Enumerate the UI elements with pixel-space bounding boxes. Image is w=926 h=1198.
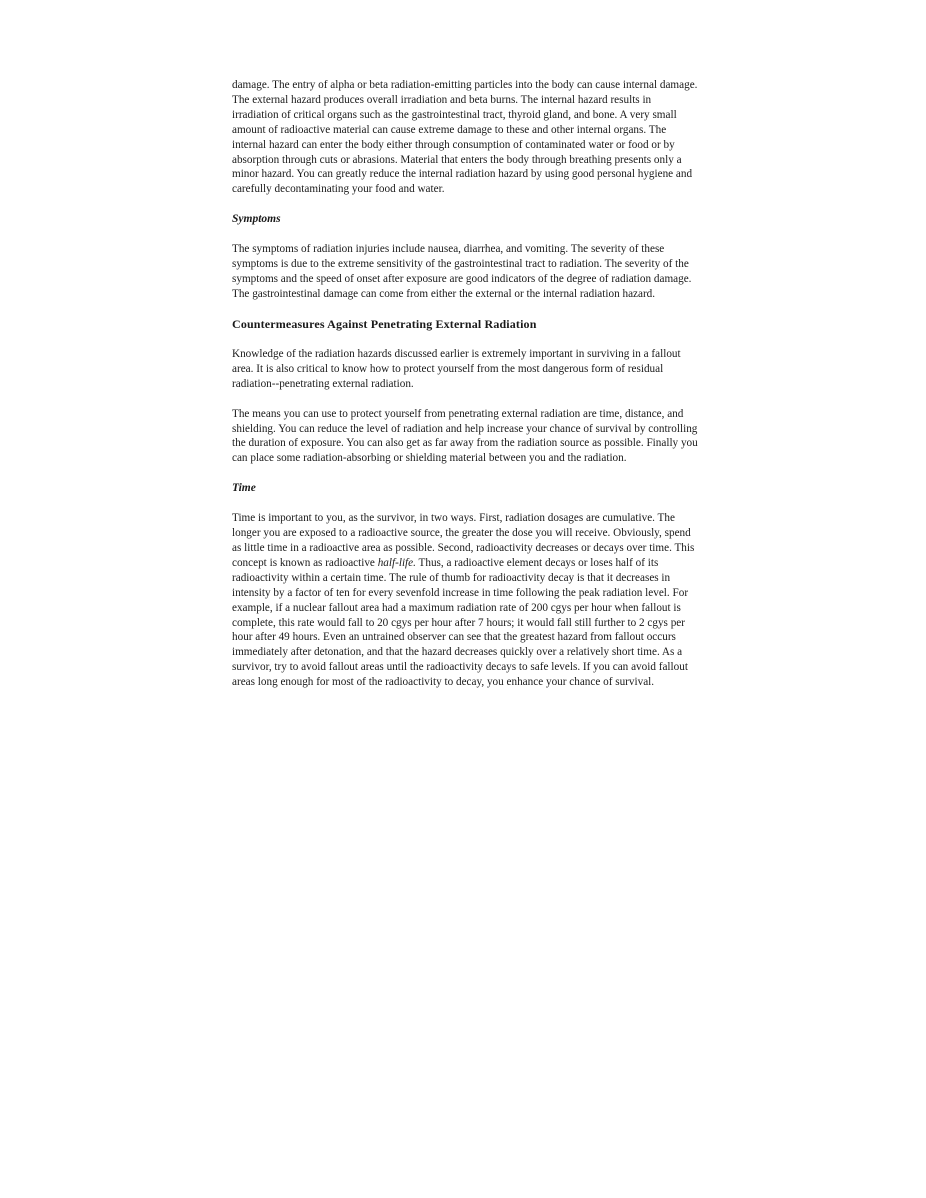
paragraph-symptoms: The symptoms of radiation injuries include nausea, diarrhea, and vomiting. The severity of these symptoms is due to the extreme sensitivity of the gastrointestinal tract to radiation. The severity of the symptoms and the speed of onset after exposure are good indicators of the degree of radiation damage. The gastrointestinal damage can come from either the external or the internal radiation hazard. (232, 243, 692, 300)
spacer (232, 332, 698, 347)
time-heading: Time (232, 482, 256, 495)
paragraph-time-part-2: Thus, a radioactive element decays or loses half of its radioactivity within a certain time. The rule of thumb for radioactivity decay is that it decreases in intensity by a factor of ten for every sevenfold increase in time following the peak radiation level. For example, if a nuclear fallout area had a maximum radiation rate of 200 cgys per hour when fallout is complete, this rate would fall to 20 cgys per hour after 7 hours; it would fall still further to 2 cgys per hour after 49 hours. Even an untrained observer can see that the greatest hazard from fallout occurs immediately after detonation, and that the hazard decreases quickly over a relatively short time. As a survivor, try to avoid fallout areas until the radioactivity decays to safe levels. If you can avoid fallout areas long enough for most of the radioactivity to decay, you enhance your chance of survival. (232, 556, 689, 689)
spacer (232, 466, 698, 481)
spacer (232, 496, 698, 511)
paragraph-time-part-1: Time is important to you, as the survivor, in two ways. First, radiation dosages are cumulative. The longer you are exposed to a radioactive source, the greater the dose you will receive. Obviously, spend as little time in a radioactive area as possible. Second, radioactivity decreases or decays over time. This concept is known as radioactive (232, 512, 695, 569)
paragraph-knowledge: Knowledge of the radiation hazards discussed earlier is extremely important in surviving in a fallout area. It is also critical to know how to protect yourself from the most dangerous form of residual radiation--penetrating external radiation. (232, 347, 681, 390)
spacer (232, 392, 698, 407)
symptoms-heading: Symptoms (232, 213, 281, 226)
half-life-term: half-life. (377, 556, 416, 569)
spacer (232, 302, 698, 317)
spacer (232, 197, 698, 212)
spacer (232, 227, 698, 242)
countermeasures-heading: Countermeasures Against Penetrating External Radiation (232, 316, 537, 331)
paragraph-time (232, 511, 698, 690)
paragraph-means: The means you can use to protect yourself from penetrating external radiation are time, distance, and shielding. You can reduce the level of radiation and help increase your chance of survival by controlling the duration of exposure. You can also get as far away from the radiation source as possible. Finally you can place some radiation-absorbing or shielding material between you and the radiation. (232, 407, 698, 465)
page-content (232, 78, 698, 690)
paragraph-internal-hazard: damage. The entry of alpha or beta radiation-emitting particles into the body can cause internal damage. The external hazard produces overall irradiation and beta burns. The internal hazard results in irradiation of critical organs such as the gastrointestinal tract, thyroid gland, and bone. A very small amount of radioactive material can cause extreme damage to these and other internal organs. The internal hazard can enter the body either through consumption of contaminated water or food or by absorption through cuts or abrasions. Material that enters the body through breathing presents only a minor hazard. You can greatly reduce the internal radiation hazard by using good personal hygiene and carefully decontaminating your food and water. (232, 79, 698, 196)
